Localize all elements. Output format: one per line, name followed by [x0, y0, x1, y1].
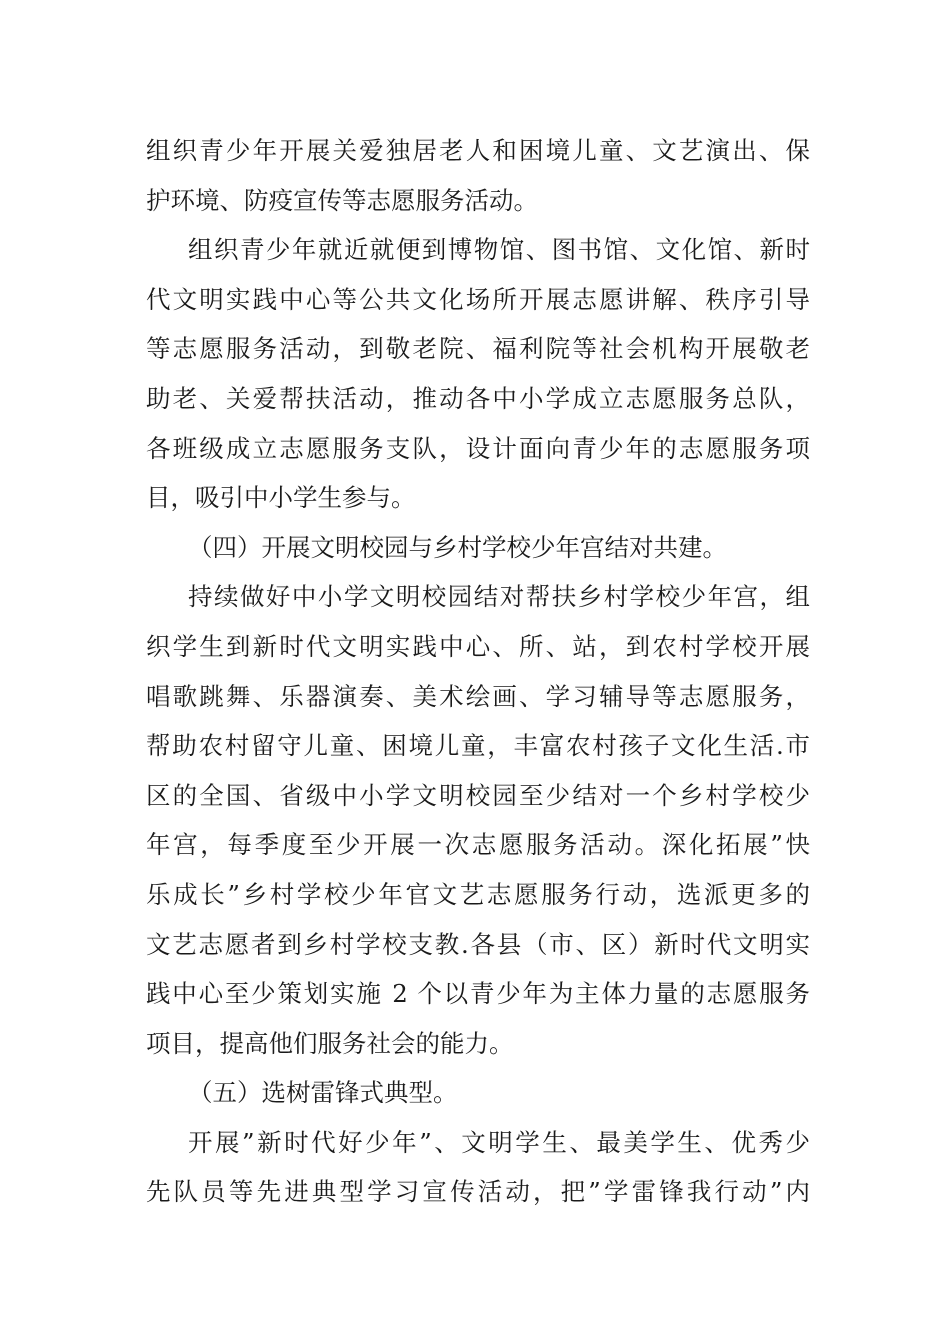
- text-line: 开展”新时代好少年”、文明学生、最美学生、优秀少: [188, 1127, 810, 1157]
- text-line: 组织青少年就近就便到博物馆、图书馆、文化馆、新时: [188, 235, 810, 265]
- text-line: 年宫，每季度至少开展一次志愿服务活动。深化拓展”快: [146, 830, 810, 860]
- text-line: （五）选树雷锋式典型。: [188, 1078, 458, 1108]
- text-line: 先队员等先进典型学习宣传活动，把”学雷锋我行动”内: [146, 1177, 810, 1207]
- text-line: 等志愿服务活动，到敬老院、福利院等社会机构开展敬老: [146, 334, 810, 364]
- text-line: 目，吸引中小学生参与。: [146, 483, 416, 513]
- text-line: 持续做好中小学文明校园结对帮扶乡村学校少年宫，组: [188, 582, 810, 612]
- text-line: 织学生到新时代文明实践中心、所、站，到农村学校开展: [146, 631, 810, 661]
- text-line: 代文明实践中心等公共文化场所开展志愿讲解、秩序引导: [146, 284, 810, 314]
- text-line: 文艺志愿者到乡村学校支教.各县（市、区）新时代文明实: [146, 929, 810, 959]
- text-line: （四）开展文明校园与乡村学校少年宫结对共建。: [188, 532, 727, 562]
- text-line: 各班级成立志愿服务支队，设计面向青少年的志愿服务项: [146, 433, 810, 463]
- text-line: 唱歌跳舞、乐器演奏、美术绘画、学习辅导等志愿服务，: [146, 681, 810, 711]
- text-line: 助老、关爱帮扶活动，推动各中小学成立志愿服务总队，: [146, 383, 810, 413]
- text-line: 帮助农村留守儿童、困境儿童，丰富农村孩子文化生活.市: [146, 731, 810, 761]
- text-line: 组织青少年开展关爱独居老人和困境儿童、文艺演出、保: [146, 136, 810, 165]
- text-line: 项目，提高他们服务社会的能力。: [146, 1028, 514, 1058]
- text-line: 践中心至少策划实施 2 个以青少年为主体力量的志愿服务: [146, 979, 810, 1009]
- text-line: 区的全国、省级中小学文明校园至少结对一个乡村学校少: [146, 780, 810, 810]
- text-line: 乐成长”乡村学校少年官文艺志愿服务行动，选派更多的: [146, 879, 810, 909]
- text-line: 护环境、防疫宣传等志愿服务活动。: [146, 185, 538, 215]
- document-body: [146, 126, 810, 1217]
